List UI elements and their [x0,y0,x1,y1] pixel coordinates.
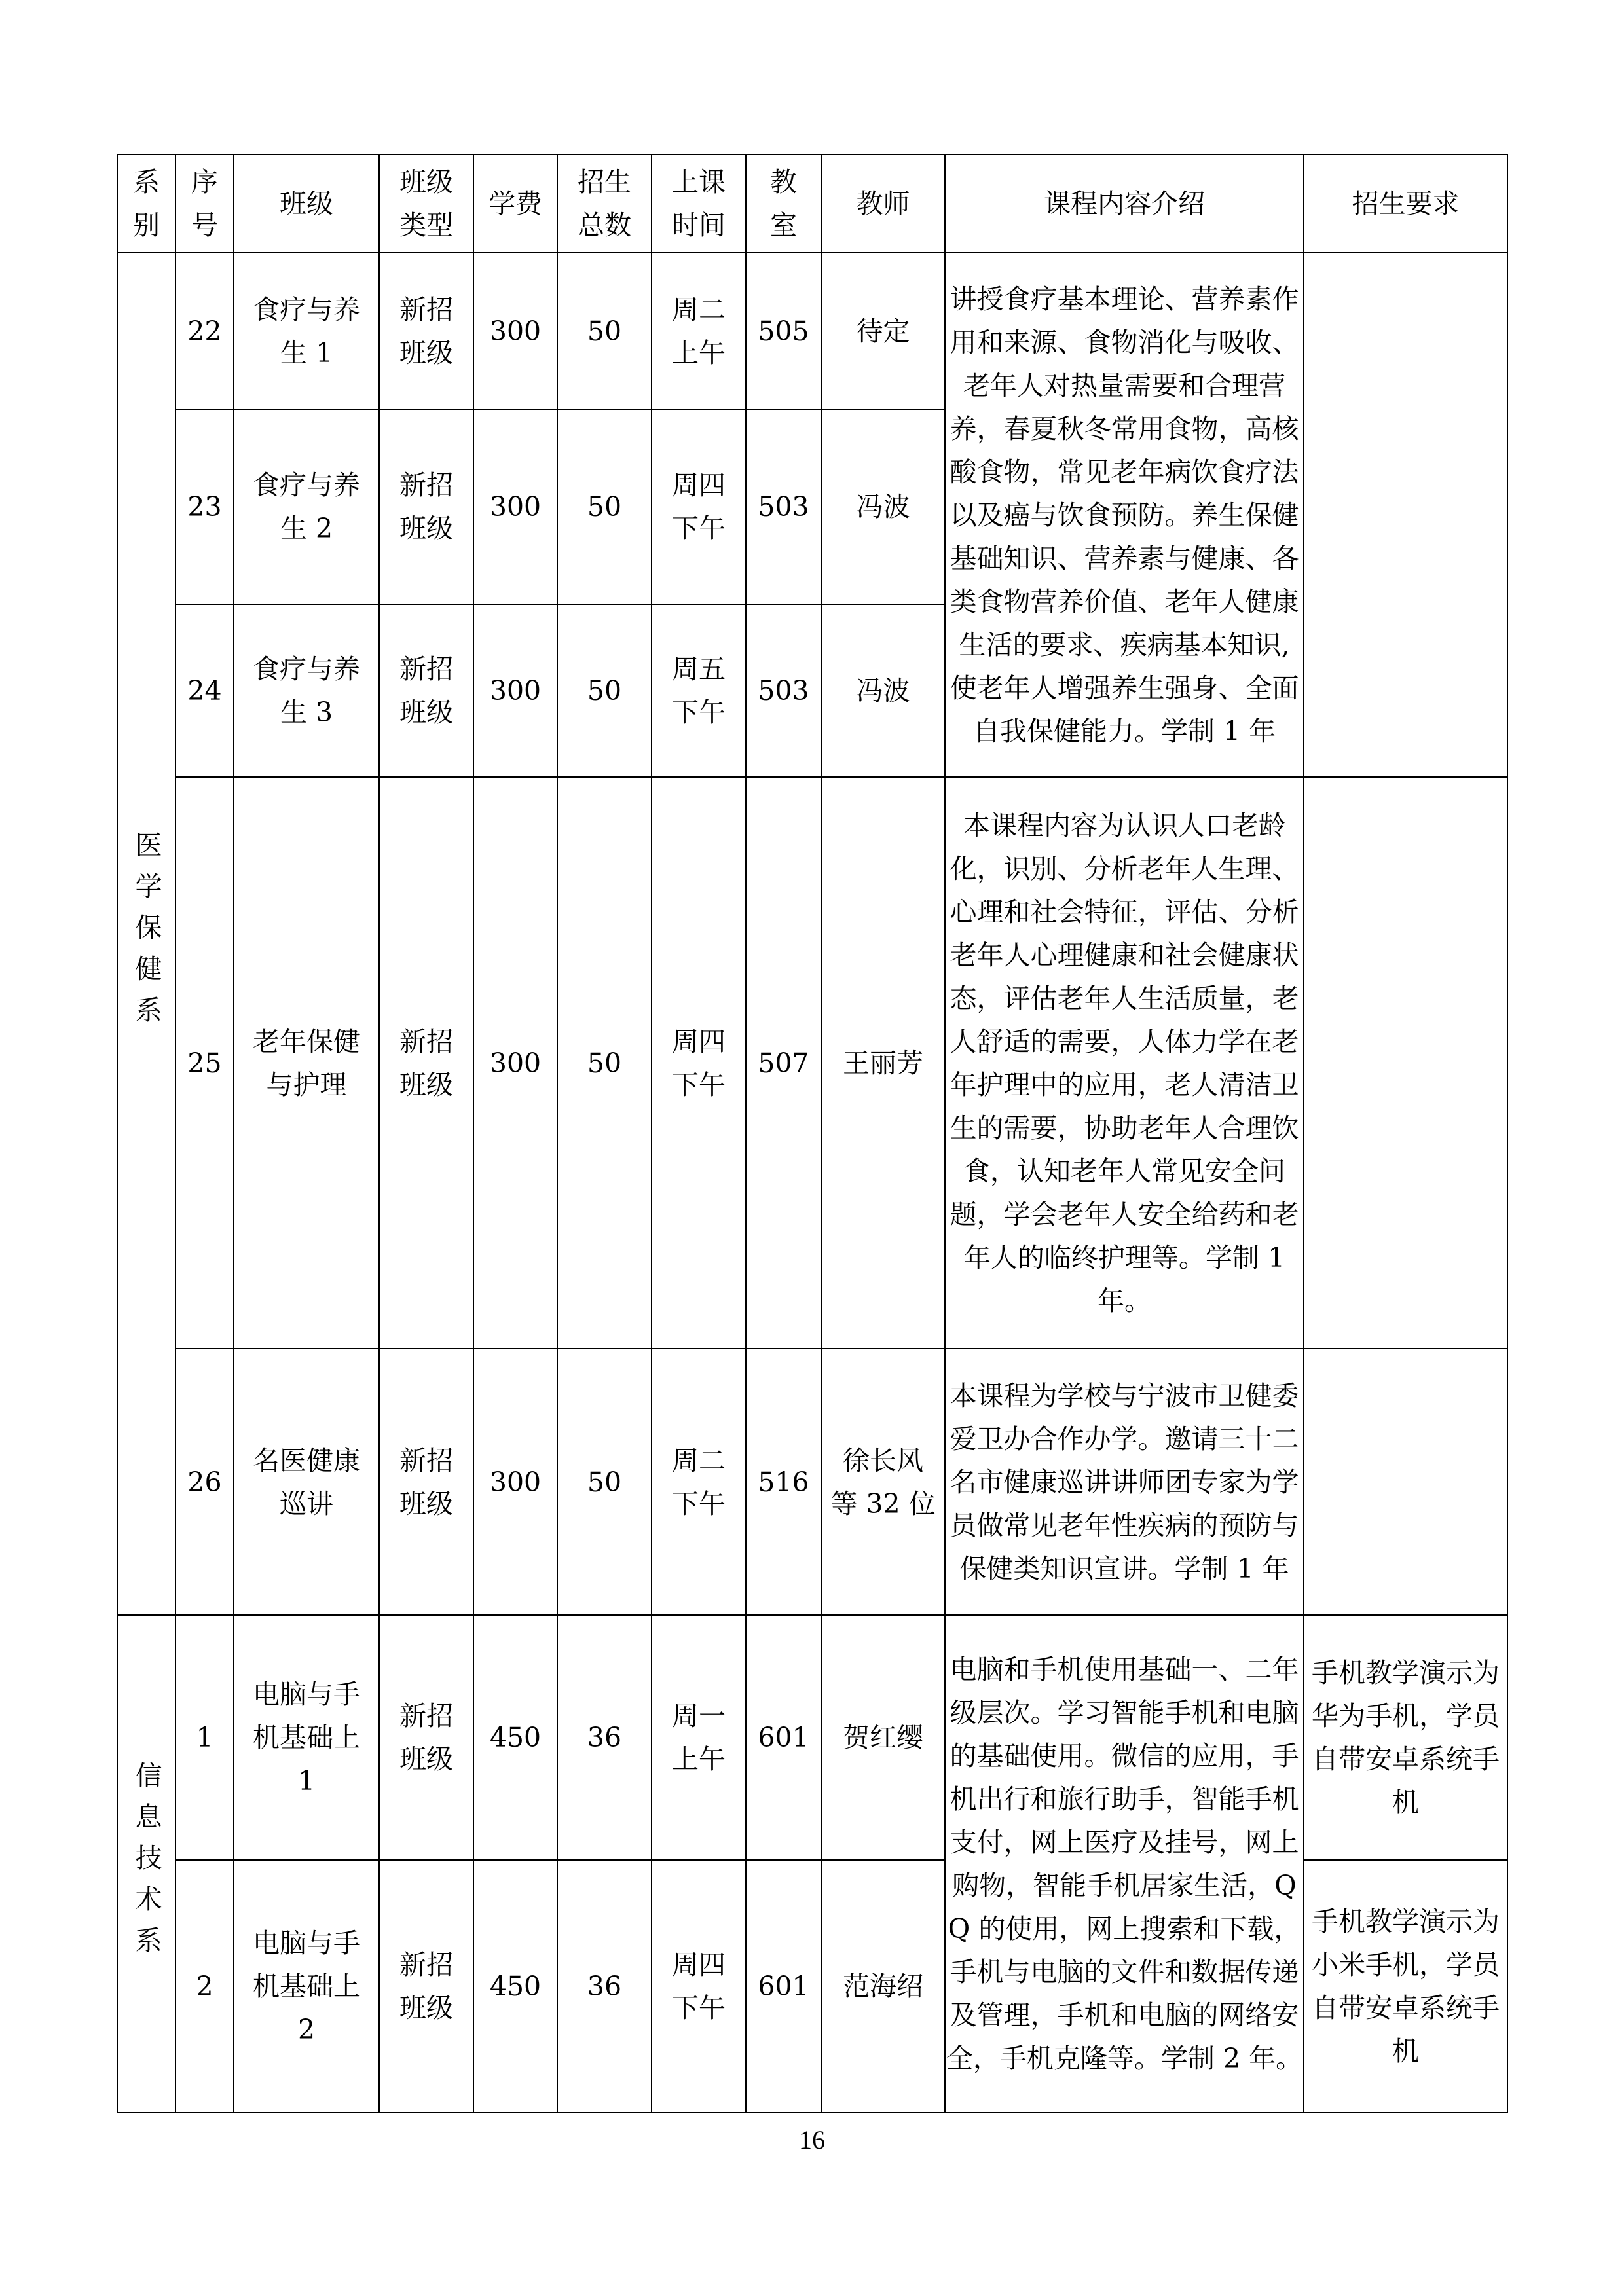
course-description: 电脑和手机使用基础一、二年级层次。学习智能手机和电脑的基础使用。微信的应用，手机出行和旅行助手，智能手机支付，网上医疗及挂号，网上购物，智能手机居家生活，QQ 的使用，网上搜索和下载，手机与电脑的文件和数据传递及管理，手机和电脑的网络安全，手机克隆等。学制 2 年。 [945,1615,1304,2113]
cell-time: 周四下午 [652,777,746,1349]
requirement-cell: 手机教学演示为华为手机，学员自带安卓系统手机 [1304,1615,1507,1860]
cell-no: 25 [175,777,234,1349]
cell-no: 23 [175,409,234,604]
cell-class: 食疗与养生 2 [234,409,379,604]
cell-enroll: 36 [557,1860,652,2113]
cell-type: 新招班级 [379,1349,473,1615]
cell-time: 周四下午 [652,1860,746,2113]
dept-cell-medical: 医学保健系 [117,253,175,1615]
cell-type: 新招班级 [379,604,473,777]
cell-fee: 300 [473,777,557,1349]
cell-no: 26 [175,1349,234,1615]
cell-type: 新招班级 [379,777,473,1349]
requirement-cell [1304,777,1507,1349]
cell-no: 1 [175,1615,234,1860]
cell-teacher: 贺红缨 [821,1615,945,1860]
cell-room: 601 [746,1615,821,1860]
cell-enroll: 50 [557,1349,652,1615]
cell-room: 505 [746,253,821,409]
header-no: 序号 [175,155,234,253]
table-row [117,777,1507,1349]
cell-teacher: 待定 [821,253,945,409]
header-class: 班级 [234,155,379,253]
cell-class: 名医健康巡讲 [234,1349,379,1615]
cell-teacher: 冯波 [821,604,945,777]
cell-room: 503 [746,604,821,777]
cell-time: 周一上午 [652,1615,746,1860]
cell-class: 电脑与手机基础上 1 [234,1615,379,1860]
cell-type: 新招班级 [379,1860,473,2113]
cell-type: 新招班级 [379,253,473,409]
cell-enroll: 50 [557,777,652,1349]
course-description: 本课程为学校与宁波市卫健委爱卫办合作办学。邀请三十二名市健康巡讲讲师团专家为学员做常见老年性疾病的预防与保健类知识宣讲。学制 1 年 [945,1349,1304,1615]
cell-class: 食疗与养生 1 [234,253,379,409]
cell-room: 503 [746,409,821,604]
table-row [117,1615,1507,1860]
table-row [117,1349,1507,1615]
cell-room: 507 [746,777,821,1349]
cell-time: 周二下午 [652,1349,746,1615]
course-table [117,154,1508,2113]
cell-fee: 450 [473,1860,557,2113]
cell-enroll: 36 [557,1615,652,1860]
requirement-cell [1304,253,1507,777]
header-enroll: 招生总数 [557,155,652,253]
cell-teacher: 徐长风等 32 位 [821,1349,945,1615]
cell-fee: 300 [473,1349,557,1615]
cell-no: 2 [175,1860,234,2113]
cell-enroll: 50 [557,409,652,604]
course-description: 本课程内容为认识人口老龄化，识别、分析老年人生理、心理和社会特征，评估、分析老年人心理健康和社会健康状态，评估老年人生活质量，老人舒适的需要，人体力学在老年护理中的应用，老人清洁卫生的需要，协助老年人合理饮食，认知老年人常见安全问题，学会老年人安全给药和老年人的临终护理等。学制 1 年。 [945,777,1304,1349]
dept-cell-it: 信息技术系 [117,1615,175,2113]
cell-time: 周四下午 [652,409,746,604]
cell-type: 新招班级 [379,1615,473,1860]
header-type: 班级类型 [379,155,473,253]
cell-class: 电脑与手机基础上 2 [234,1860,379,2113]
header-time: 上课时间 [652,155,746,253]
cell-fee: 450 [473,1615,557,1860]
cell-room: 516 [746,1349,821,1615]
requirement-cell [1304,1349,1507,1615]
cell-fee: 300 [473,604,557,777]
header-row [117,155,1507,253]
cell-class: 食疗与养生 3 [234,604,379,777]
header-teacher: 教师 [821,155,945,253]
cell-no: 22 [175,253,234,409]
cell-teacher: 范海绍 [821,1860,945,2113]
header-fee: 学费 [473,155,557,253]
course-description: 讲授食疗基本理论、营养素作用和来源、食物消化与吸收、老年人对热量需要和合理营养，春夏秋冬常用食物，高核酸食物，常见老年病饮食疗法以及癌与饮食预防。养生保健基础知识、营养素与健康、各类食物营养价值、老年人健康生活的要求、疾病基本知识,使老年人增强养生强身、全面自我保健能力。学制 1 年 [945,253,1304,777]
cell-teacher: 冯波 [821,409,945,604]
cell-type: 新招班级 [379,409,473,604]
header-content: 课程内容介绍 [945,155,1304,253]
cell-enroll: 50 [557,253,652,409]
cell-class: 老年保健与护理 [234,777,379,1349]
cell-teacher: 王丽芳 [821,777,945,1349]
cell-time: 周二上午 [652,253,746,409]
cell-time: 周五下午 [652,604,746,777]
table-row [117,253,1507,409]
requirement-cell: 手机教学演示为小米手机，学员自带安卓系统手机 [1304,1860,1507,2113]
cell-room: 601 [746,1860,821,2113]
header-room: 教室 [746,155,821,253]
cell-fee: 300 [473,409,557,604]
cell-no: 24 [175,604,234,777]
header-dept: 系别 [117,155,175,253]
cell-enroll: 50 [557,604,652,777]
header-requirement: 招生要求 [1304,155,1507,253]
page-number: 16 [799,2125,825,2155]
cell-fee: 300 [473,253,557,409]
